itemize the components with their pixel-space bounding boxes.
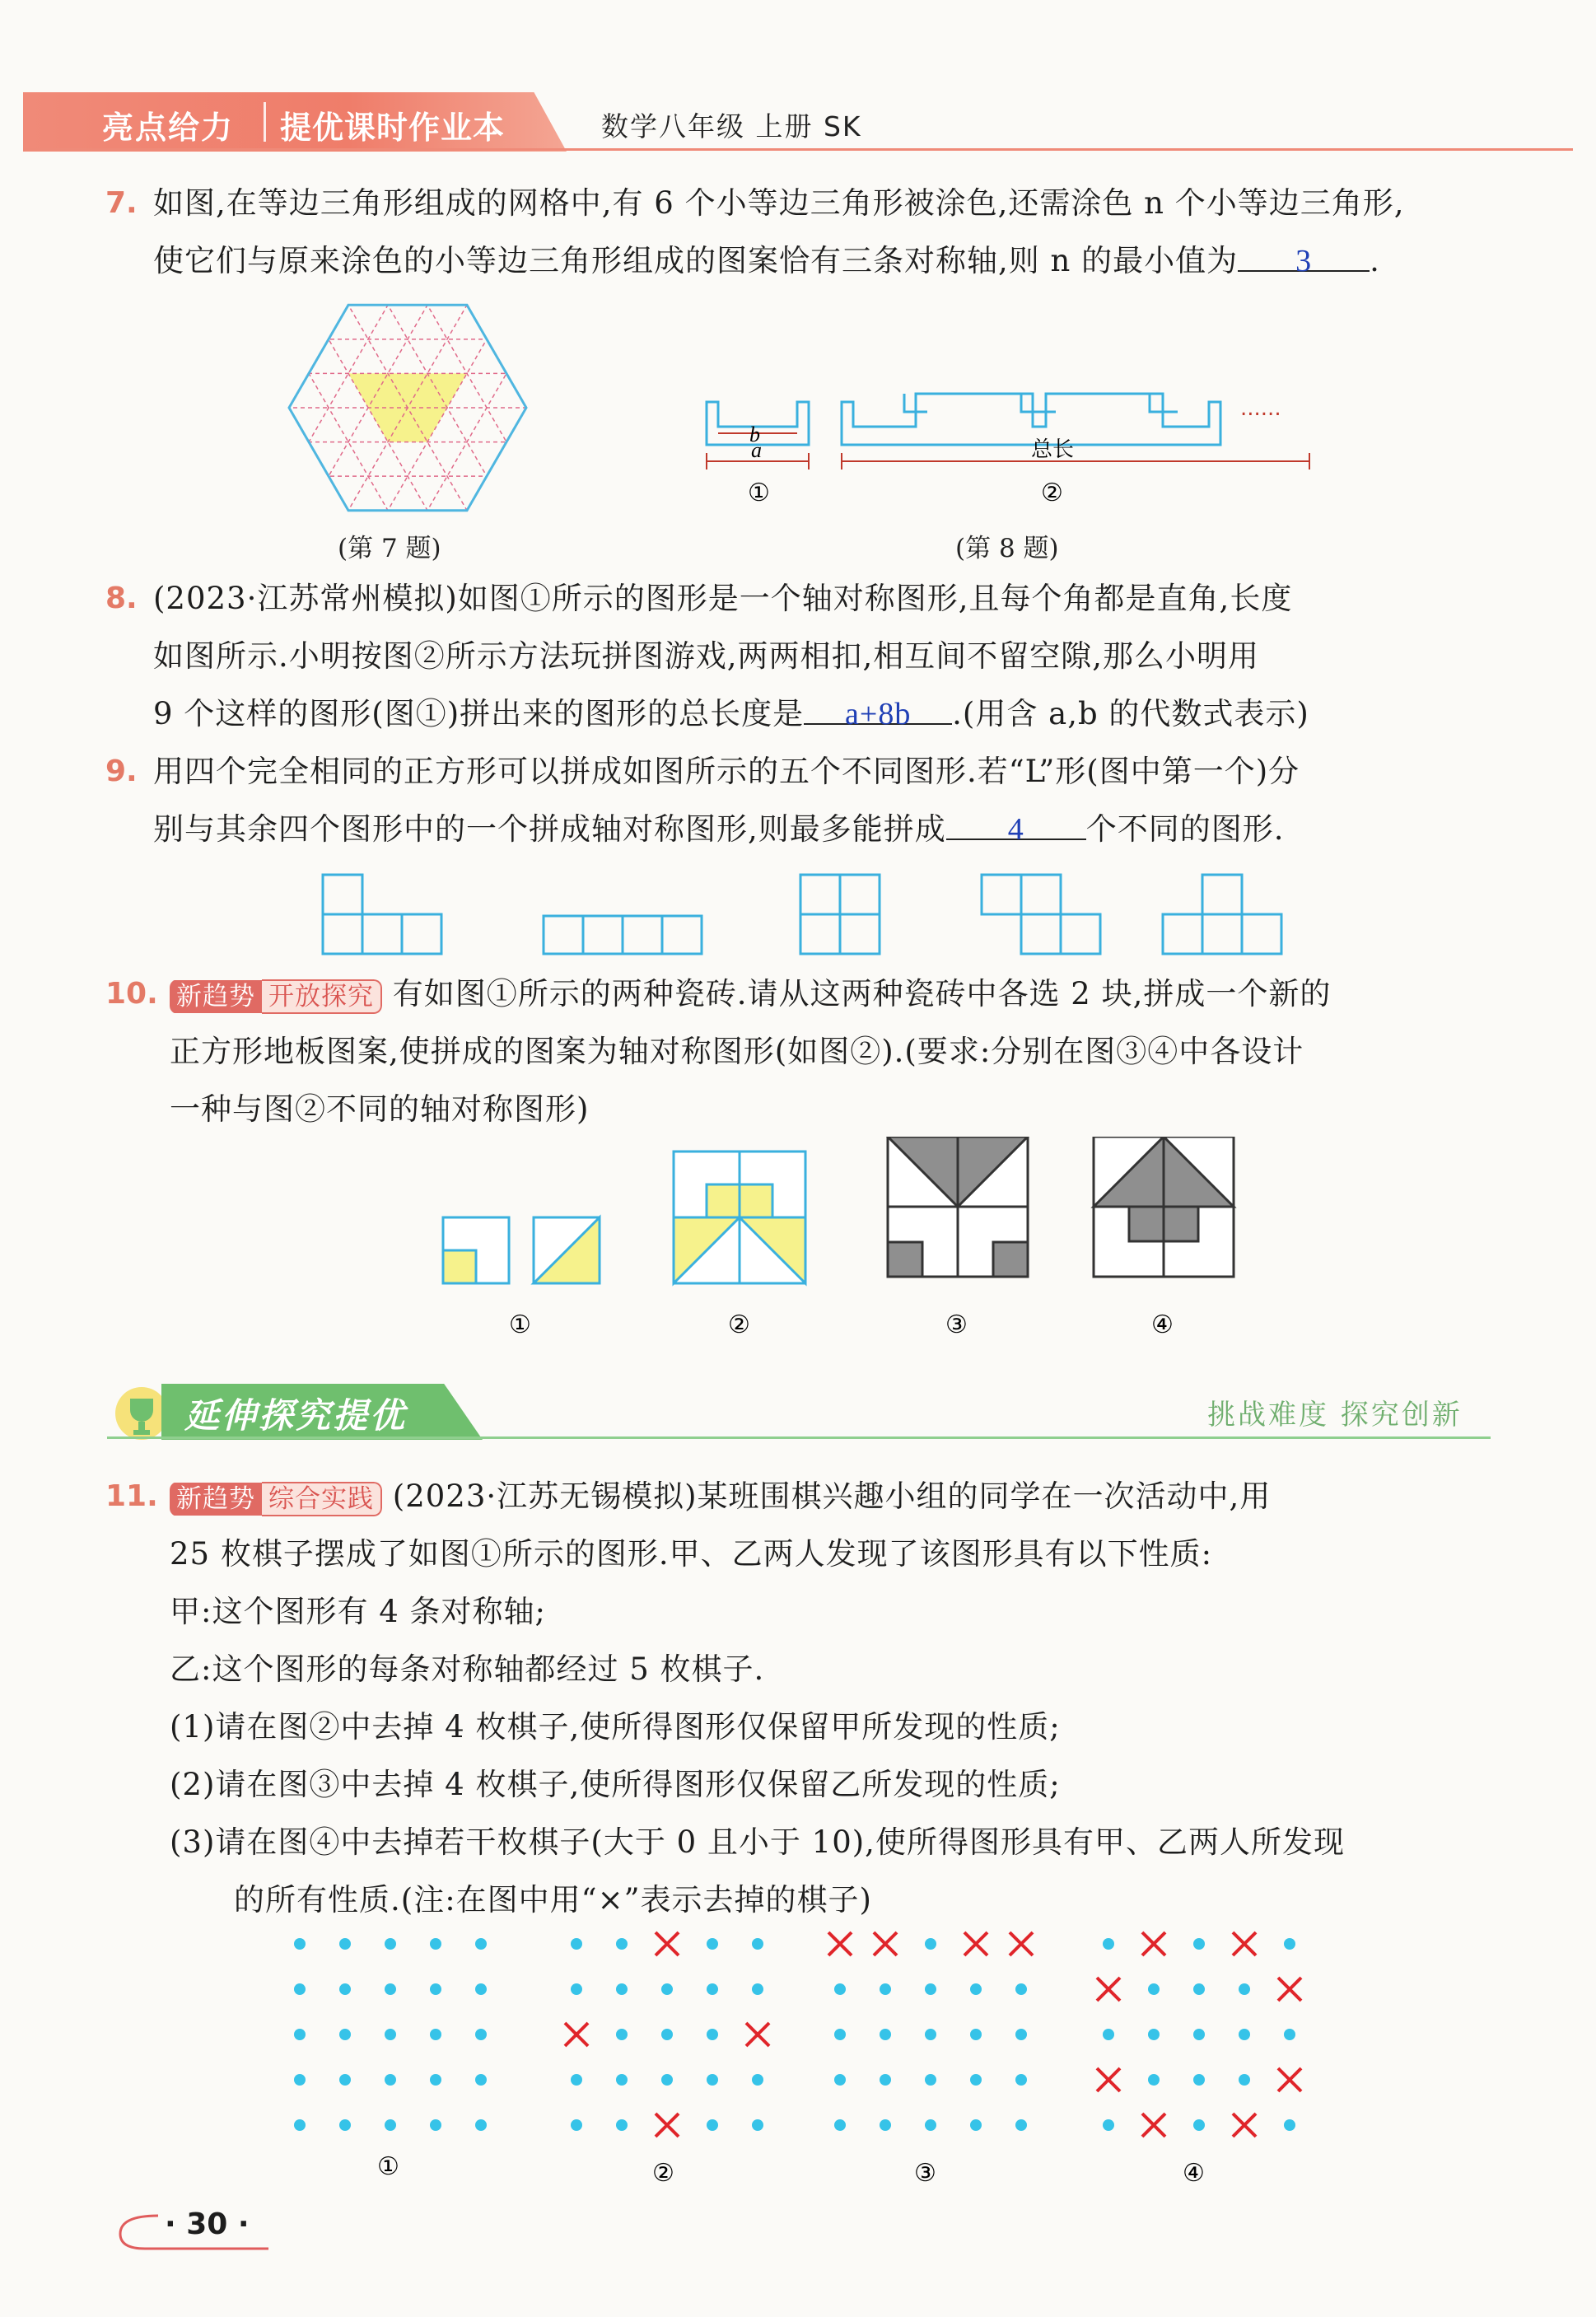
go-piece-dot: [1103, 2029, 1114, 2040]
tile-figure-3: [888, 1137, 1028, 1277]
label-a: a: [751, 438, 762, 462]
question-11-dot-grids: [280, 1927, 1334, 2199]
question-10-badge: [170, 979, 382, 1014]
removed-piece-cross: [964, 1932, 987, 1955]
go-piece-dot: [1193, 2029, 1205, 2040]
question-9-line2-text: 别与其余四个图形中的一个拼成轴对称图形,则最多能拼成: [153, 811, 946, 847]
go-piece-dot: [430, 1983, 441, 1995]
question-11-line1-text: (2023·江苏无锡模拟)某班围棋兴趣小组的同学在一次活动中,用: [392, 1478, 1272, 1514]
question-11-part2: (2)请在图③中去掉 4 枚棋子,使所得图形仅保留乙所发现的性质;: [170, 1767, 1061, 1802]
shape-s: [982, 875, 1100, 954]
go-piece-dot: [475, 2119, 487, 2131]
q10-fig1-label: ①: [509, 1310, 531, 1339]
go-piece-dot: [571, 1983, 582, 1995]
go-piece-dot: [752, 1983, 763, 1995]
go-piece-dot: [880, 1983, 891, 1995]
go-piece-dot: [385, 2074, 396, 2086]
header-divider: [264, 102, 266, 142]
go-piece-dot: [1148, 2074, 1160, 2086]
go-piece-dot: [616, 2029, 628, 2040]
go-piece-dot: [294, 1938, 306, 1950]
go-piece-dot: [752, 2074, 763, 2086]
badge-new-trend: 新趋势: [170, 1483, 262, 1516]
question-10-line1: [170, 965, 1331, 1023]
question-10-line2: 正方形地板图案,使拼成的图案为轴对称图形(如图②).(要求:分别在图③④中各设计: [170, 1034, 1304, 1069]
question-11-part1: (1)请在图②中去掉 4 枚棋子,使所得图形仅保留甲所发现的性质;: [170, 1709, 1061, 1745]
go-piece-dot: [661, 1983, 673, 1995]
removed-piece-cross: [874, 1932, 897, 1955]
go-piece-dot: [925, 2119, 936, 2131]
question-7-line1: 如图,在等边三角形组成的网格中,有 6 个小等边三角形被涂色,还需涂色 n 个小等边三角形,: [153, 185, 1405, 221]
header-subject: 数学八年级 上册 SK: [601, 110, 862, 142]
go-piece-dot: [707, 2119, 718, 2131]
removed-piece-cross: [1278, 2068, 1301, 2091]
question-8-answer-blank: [804, 685, 952, 731]
go-piece-dot: [970, 2074, 982, 2086]
question-11-part3a: (3)请在图④中去掉若干枚棋子(大于 0 且小于 10),使所得图形具有甲、乙两人所发现: [170, 1824, 1345, 1860]
go-piece-dot: [294, 2029, 306, 2040]
question-11-part3b: 的所有性质.(注:在图中用“×”表示去掉的棋子): [234, 1882, 872, 1918]
q10-fig4-label: ④: [1151, 1310, 1174, 1339]
question-7-line2-text: 使它们与原来涂色的小等边三角形组成的图案恰有三条对称轴,则 n 的最小值为: [153, 243, 1239, 278]
go-piece-dot: [661, 2029, 673, 2040]
fig-2-label: ②: [1041, 479, 1063, 507]
header-book-title: 提优课时作业本: [280, 110, 506, 146]
triangle-grid: [280, 297, 535, 519]
go-piece-dot: [294, 2119, 306, 2131]
q10-fig2-label: ②: [728, 1310, 750, 1339]
removed-piece-cross: [746, 2023, 769, 2046]
question-9-line1: 用四个完全相同的正方形可以拼成如图所示的五个不同图形.若“L”形(图中第一个)分: [153, 754, 1300, 789]
go-piece-dot: [430, 2074, 441, 2086]
go-piece-dot: [294, 1983, 306, 1995]
removed-piece-cross: [828, 1932, 852, 1955]
badge-practice: 综合实践: [262, 1482, 382, 1516]
question-8-line2: 如图所示.小明按图②所示方法玩拼图游戏,两两相扣,相互间不留空隙,那么小明用: [153, 638, 1260, 674]
header-brand: 亮点给力: [102, 110, 235, 146]
go-piece-dot: [1284, 2029, 1295, 2040]
q11-fig1-label: ①: [377, 2152, 399, 2181]
go-piece-dot: [834, 2074, 846, 2086]
go-piece-dot: [571, 1938, 582, 1950]
go-piece-dot: [925, 1983, 936, 1995]
question-7-line2: [153, 232, 1380, 290]
question-11-line3: 甲:这个图形有 4 条对称轴;: [170, 1594, 546, 1629]
go-piece-dot: [1103, 1938, 1114, 1950]
go-piece-dot: [1193, 1938, 1205, 1950]
question-8-answer: a+8b: [845, 697, 912, 731]
question-7-caption: (第 7 题): [338, 534, 441, 563]
question-8-caption: (第 8 题): [955, 534, 1059, 563]
question-10-line3: 一种与图②不同的轴对称图形): [170, 1091, 590, 1127]
question-8-line1: (2023·江苏常州模拟)如图①所示的图形是一个轴对称图形,且每个角都是直角,长度: [153, 581, 1293, 616]
go-piece-dot: [880, 2029, 891, 2040]
question-9-number: 9.: [105, 754, 138, 788]
go-piece-dot: [616, 2074, 628, 2086]
question-10-number: 10.: [105, 977, 158, 1011]
go-piece-dot: [707, 1983, 718, 1995]
go-piece-dot: [1015, 1983, 1027, 1995]
tile-figure-2: [674, 1151, 805, 1283]
question-10-figures: [428, 1137, 1252, 1343]
go-piece-dot: [707, 2074, 718, 2086]
go-piece-dot: [834, 2119, 846, 2131]
q11-fig3-label: ③: [914, 2159, 936, 2188]
go-piece-dot: [1239, 1983, 1250, 1995]
go-piece-dot: [1239, 2074, 1250, 2086]
badge-open-explore: 开放探究: [262, 979, 382, 1014]
label-dots: ......: [1240, 396, 1281, 421]
go-piece-dot: [970, 2119, 982, 2131]
go-piece-dot: [294, 2074, 306, 2086]
go-piece-dot: [571, 2119, 582, 2131]
question-7-answer: 3: [1295, 244, 1313, 278]
go-piece-dot: [385, 2119, 396, 2131]
go-piece-dot: [661, 2074, 673, 2086]
removed-piece-cross: [1097, 1978, 1120, 2001]
go-piece-dot: [430, 2119, 441, 2131]
go-piece-dot: [1015, 2119, 1027, 2131]
dimension-lines: [707, 433, 1309, 469]
grid-lines: [280, 297, 535, 519]
q11-fig4-label: ④: [1183, 2159, 1205, 2188]
go-piece-dot: [1193, 2074, 1205, 2086]
question-11-number: 11.: [105, 1479, 158, 1513]
question-9-answer: 4: [1007, 812, 1024, 847]
go-piece-dot: [834, 2029, 846, 2040]
go-piece-dot: [925, 2029, 936, 2040]
go-piece-dot: [752, 1938, 763, 1950]
go-piece-dot: [339, 2119, 351, 2131]
question-11-line1: [170, 1468, 1271, 1525]
question-9-line2-tail: 个不同的图形.: [1085, 811, 1285, 847]
go-piece-dot: [925, 2074, 936, 2086]
q10-fig3-label: ③: [945, 1310, 968, 1339]
removed-piece-cross: [565, 2023, 588, 2046]
header-rule: [23, 148, 1573, 151]
go-piece-dot: [339, 1983, 351, 1995]
go-piece-dot: [925, 1938, 936, 1950]
go-piece-dot: [1015, 2029, 1027, 2040]
shape-square: [800, 875, 880, 954]
question-8-figure: [700, 387, 1326, 519]
removed-piece-cross: [656, 1932, 679, 1955]
question-7-figure: [280, 297, 535, 519]
q11-fig2-label: ②: [652, 2159, 674, 2188]
label-b: b: [749, 423, 760, 446]
go-piece-dot: [339, 2029, 351, 2040]
removed-piece-cross: [1097, 2068, 1120, 2091]
go-piece-dot: [752, 2119, 763, 2131]
go-piece-dot: [970, 1983, 982, 1995]
go-piece-dot: [475, 2074, 487, 2086]
section-title: 延伸探究提优: [184, 1395, 408, 1436]
go-piece-dot: [880, 2074, 891, 2086]
question-8-line3: [153, 685, 1309, 743]
go-piece-dot: [339, 2074, 351, 2086]
question-10-line1-text: 有如图①所示的两种瓷砖.请从这两种瓷砖中各选 2 块,拼成一个新的: [392, 976, 1332, 1011]
go-piece-dot: [385, 1938, 396, 1950]
go-piece-dot: [475, 2029, 487, 2040]
go-piece-dot: [1148, 2029, 1160, 2040]
removed-piece-cross: [1142, 2114, 1165, 2137]
go-piece-dot: [616, 2119, 628, 2131]
page-number: · 30 ·: [165, 2207, 250, 2241]
go-piece-dot: [571, 2074, 582, 2086]
question-11-line4: 乙:这个图形的每条对称轴都经过 5 枚棋子.: [170, 1651, 765, 1687]
go-piece-dot: [1284, 1938, 1295, 1950]
shape-l: [323, 875, 441, 954]
section-tagline: 挑战难度 探究创新: [1207, 1399, 1463, 1432]
go-piece-dot: [616, 1983, 628, 1995]
go-piece-dot: [385, 1983, 396, 1995]
go-piece-dot: [880, 2119, 891, 2131]
go-piece-dot: [1239, 2029, 1250, 2040]
shape-t: [1163, 875, 1281, 954]
question-11-badge: [170, 1482, 382, 1516]
question-9-shapes: [313, 865, 1334, 964]
go-piece-dot: [834, 1983, 846, 1995]
go-piece-dot: [475, 1938, 487, 1950]
go-piece-dot: [430, 1938, 441, 1950]
go-piece-dot: [1103, 2119, 1114, 2131]
go-piece-dot: [1193, 1983, 1205, 1995]
removed-piece-cross: [656, 2114, 679, 2137]
removed-piece-cross: [1010, 1932, 1033, 1955]
question-7-answer-blank: [1238, 232, 1370, 278]
removed-piece-cross: [1278, 1978, 1301, 2001]
question-11-line2: 25 枚棋子摆成了如图①所示的图形.甲、乙两人发现了该图形具有以下性质:: [170, 1536, 1213, 1572]
question-8-line3-text: 9 个这样的图形(图①)拼出来的图形的总长度是: [153, 696, 805, 731]
go-piece-dot: [1284, 2119, 1295, 2131]
go-piece-dot: [970, 2029, 982, 2040]
go-piece-dot: [339, 1938, 351, 1950]
removed-piece-cross: [1142, 1932, 1165, 1955]
go-piece-dot: [1015, 2074, 1027, 2086]
question-9-answer-blank: [946, 801, 1086, 847]
go-piece-dot: [707, 1938, 718, 1950]
go-piece-dot: [385, 2029, 396, 2040]
fig-1-label: ①: [748, 479, 770, 507]
label-total: 总长: [1031, 437, 1075, 462]
badge-new-trend: 新趋势: [170, 980, 262, 1013]
go-piece-dot: [707, 2029, 718, 2040]
go-piece-dot: [475, 1983, 487, 1995]
go-piece-dot: [1148, 1983, 1160, 1995]
question-8-line3-tail: .(用含 a,b 的代数式表示): [952, 696, 1309, 731]
tile-figure-1: [443, 1217, 600, 1283]
tile-figure-4: [1094, 1137, 1234, 1277]
shape-line: [544, 916, 702, 954]
question-9-line2: [153, 801, 1285, 858]
go-piece-dot: [616, 1938, 628, 1950]
go-piece-dot: [430, 2029, 441, 2040]
section-rule: [107, 1436, 1491, 1439]
question-7-number: 7.: [105, 186, 138, 220]
removed-piece-cross: [1233, 2114, 1256, 2137]
question-7-end: .: [1370, 243, 1380, 278]
go-piece-dot: [1193, 2119, 1205, 2131]
question-8-number: 8.: [105, 582, 138, 615]
removed-piece-cross: [1233, 1932, 1256, 1955]
